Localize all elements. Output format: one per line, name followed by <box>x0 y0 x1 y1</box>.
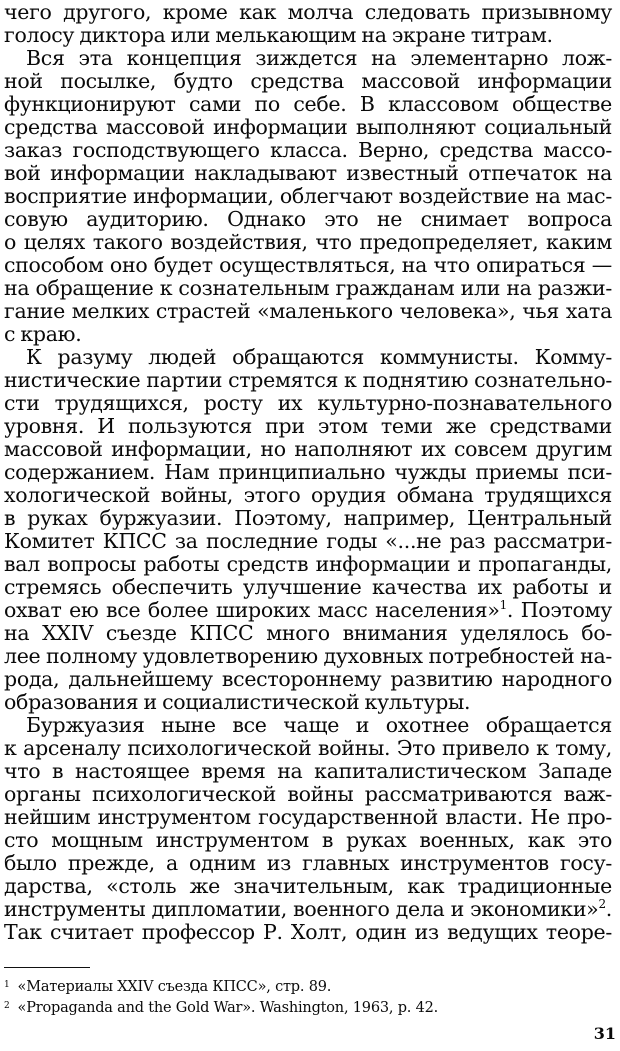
text-line <box>4 898 612 921</box>
text-line <box>4 415 612 438</box>
text-line-content: хологической войны, этого орудия обмана трудящихся <box>4 483 612 507</box>
text-line <box>4 921 612 944</box>
text-line <box>4 208 612 231</box>
text-line-content: о целях такого воздействия, что предопределяет, каким <box>4 230 612 254</box>
text-line-content: способом оно будет осуществляться, на что опираться — <box>4 253 612 277</box>
text-line <box>4 852 612 875</box>
text-line <box>4 93 612 116</box>
text-line <box>26 47 612 70</box>
text-line-content: рода, дальнейшему всестороннему развитию народного <box>4 667 612 691</box>
text-line <box>4 438 612 461</box>
text-line-content: на обращение к сознательным гражданам или на разжи- <box>4 276 612 300</box>
footnote-ref-2: 2 <box>598 897 606 911</box>
text-line-content: массовой информации, но наполняют их совсем другим <box>4 437 612 461</box>
text-line-content: содержанием. Нам принципиально чужды приемы пси- <box>4 460 612 484</box>
text-line-content: средства массовой информации выполняют социальный <box>4 115 612 139</box>
text-line-content: стремясь обеспечить улучшение качества их работы и <box>4 575 612 599</box>
text-line-content: нейшим инструментом государственной власти. Не про- <box>4 805 612 829</box>
text-line-content: Так считает профессор Р. Холт, один из ведущих теоре- <box>4 920 612 944</box>
text-line <box>4 829 612 852</box>
text-line-content: совую аудиторию. Однако это не снимает вопроса <box>4 207 612 231</box>
footnote-2-mark: 2 <box>4 1001 10 1011</box>
text-line-tail: . Поэтому <box>506 598 612 622</box>
page-number: 31 <box>593 1024 616 1043</box>
text-line-content: вал вопросы работы средств информации и пропаганды, <box>4 552 612 576</box>
text-line <box>4 691 470 714</box>
text-line-content: на XXIV съезде КПСС много внимания уделялось бо- <box>4 621 612 645</box>
text-line <box>4 300 612 323</box>
text-line-content: Буржуазия ныне все чаще и охотнее обращается <box>26 713 612 737</box>
text-line <box>4 369 612 392</box>
text-line <box>4 254 612 277</box>
text-line-content: что в настоящее время на капиталистическом Западе <box>4 759 612 783</box>
text-line-content: восприятие информации, облегчают воздействие на мас- <box>4 184 612 208</box>
text-line-content: Вся эта концепция зиждется на элементарно лож- <box>26 46 612 70</box>
footnote-1 <box>4 976 331 994</box>
text-line-content: сти трудящихся, росту их культурно-познавательного <box>4 391 612 415</box>
text-line-content: голосу диктора или мелькающим на экране титрам. <box>4 23 553 47</box>
text-line <box>4 622 612 645</box>
text-line-content: дарства, «столь же значительным, как традиционные <box>4 874 612 898</box>
text-line <box>4 461 612 484</box>
text-line-content: с краю. <box>4 322 82 346</box>
text-line <box>26 346 612 369</box>
text-line-content: Комитет КПСС за последние годы «...не раз рассматри- <box>4 529 612 553</box>
text-line <box>4 737 612 760</box>
text-line <box>4 576 612 599</box>
text-line <box>4 392 612 415</box>
text-line-tail: . <box>605 897 612 921</box>
text-line-content: ной посылке, будто средства массовой информации <box>4 69 612 93</box>
text-line-content: в руках буржуазии. Поэтому, например, Центральный <box>4 506 612 530</box>
text-line <box>4 139 612 162</box>
text-line <box>4 24 553 47</box>
text-line-content: образования и социалистической культуры. <box>4 690 471 714</box>
text-line <box>4 323 81 346</box>
text-line-content: сто мощным инструментом в руках военных, как это <box>4 828 612 852</box>
text-line-content: вой информации накладывают известный отпечаток на <box>4 161 612 185</box>
text-line-content: уровня. И пользуются при этом теми же средствами <box>4 414 612 438</box>
text-line <box>4 1 612 24</box>
text-line-content: К разуму людей обращаются коммунисты. Комму- <box>26 345 612 369</box>
text-line-content: инструменты дипломатии, военного дела и экономики» <box>4 897 599 921</box>
text-line <box>26 714 612 737</box>
text-line <box>4 783 612 806</box>
text-line <box>4 507 612 530</box>
text-line <box>4 484 612 507</box>
text-line <box>4 162 612 185</box>
text-line-content: чего другого, кроме как молча следовать призывному <box>4 0 612 24</box>
footnote-2 <box>4 997 438 1015</box>
footnote-ref-1: 1 <box>499 598 507 612</box>
text-line-content: заказ господствующего класса. Верно, средства массо- <box>4 138 612 162</box>
text-line <box>4 760 612 783</box>
text-line <box>4 806 612 829</box>
footnote-2-text: «Propaganda and the Gold War». Washington, 1963, p. 42. <box>17 1000 439 1016</box>
text-line-content: органы психологической войны рассматриваются важ- <box>4 782 612 806</box>
text-line <box>4 599 612 622</box>
text-line <box>4 185 612 208</box>
text-line <box>4 70 612 93</box>
text-line <box>4 530 612 553</box>
text-line <box>4 277 612 300</box>
text-line-content: к арсеналу психологической войны. Это привело к тому, <box>4 736 612 760</box>
footnote-1-mark: 1 <box>4 980 10 990</box>
text-line-content: гание мелких страстей «маленького человека», чья хата <box>4 299 612 323</box>
text-line <box>4 116 612 139</box>
text-line <box>4 645 612 668</box>
text-line <box>4 668 612 691</box>
text-line <box>4 875 612 898</box>
text-line-content: лее полному удовлетворению духовных потребностей на- <box>4 644 612 668</box>
text-line-content: нистические партии стремятся к поднятию сознательно- <box>4 368 612 392</box>
text-line-content: функционируют сами по себе. В классовом обществе <box>4 92 612 116</box>
text-line-content: было прежде, а одним из главных инструментов госу- <box>4 851 612 875</box>
text-line-content: охват ею все более широких масс населения» <box>4 598 500 622</box>
footnote-separator <box>4 967 90 968</box>
text-line <box>4 231 612 254</box>
text-line <box>4 553 612 576</box>
footnote-1-text: «Материалы XXIV съезда КПСС», стр. 89. <box>17 979 332 995</box>
